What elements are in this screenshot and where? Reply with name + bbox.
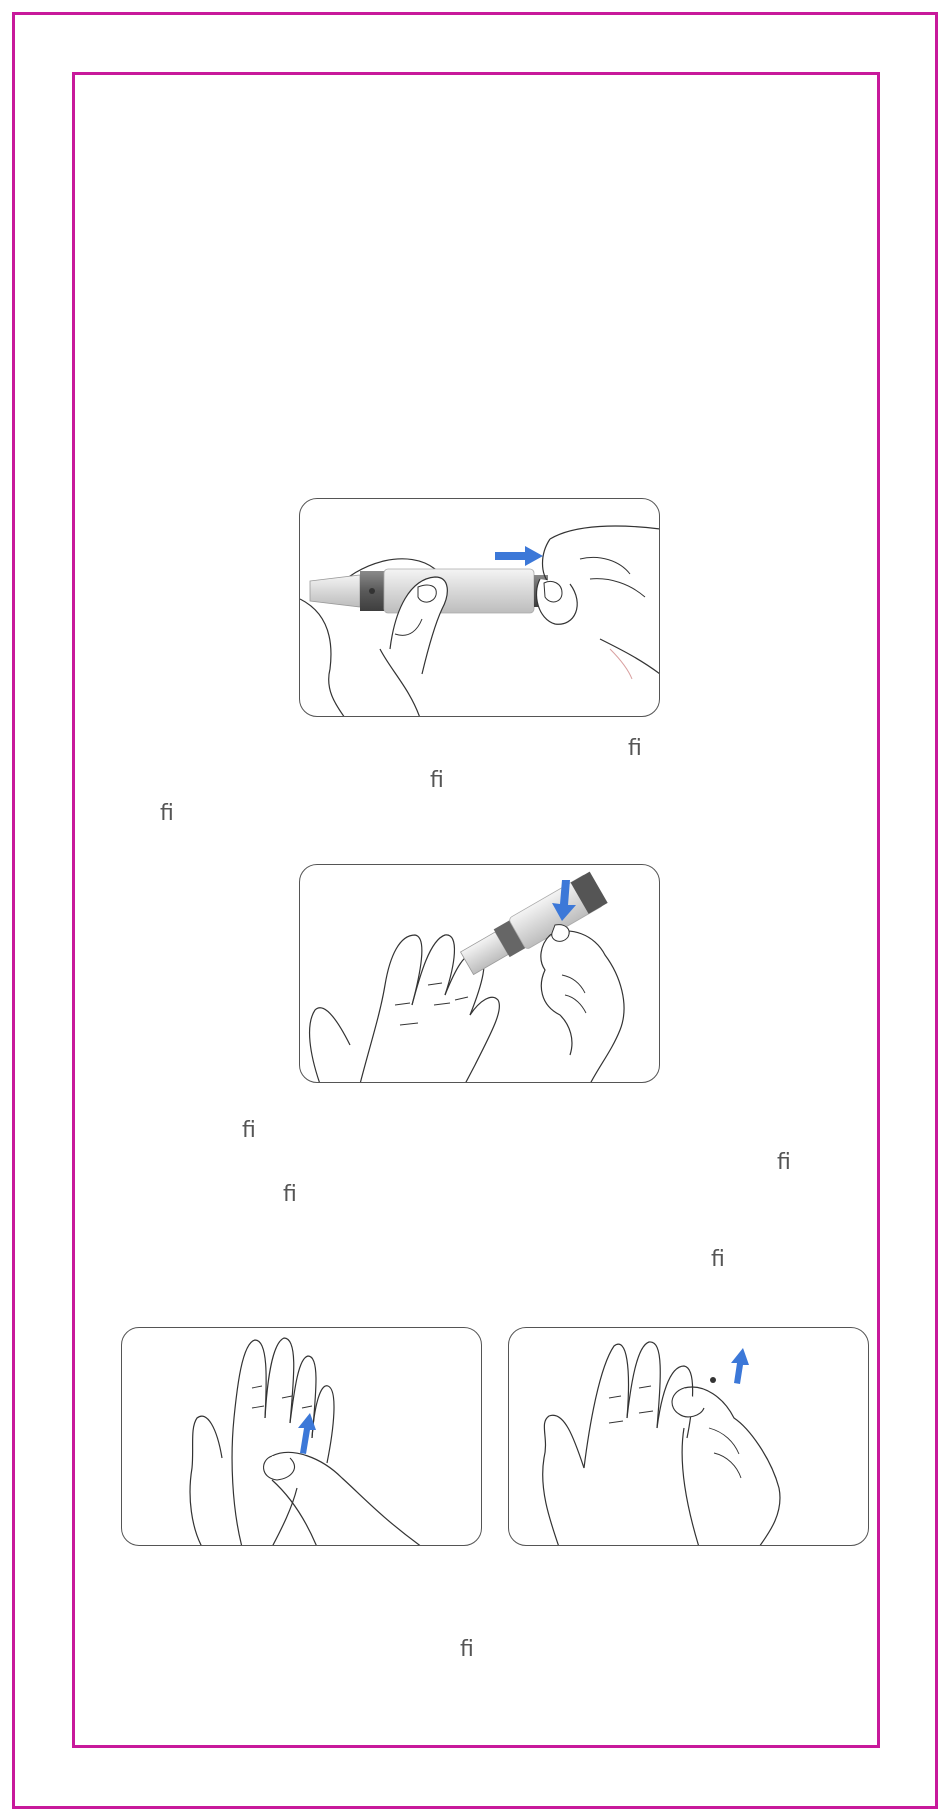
blood-drop-fingertip-arrow-up-icon (509, 1328, 869, 1546)
ligature-glyph-7: ﬁ (711, 1247, 725, 1272)
hand-pressing-device-on-fingertip-icon (300, 865, 660, 1083)
ligature-glyph-1: ﬁ (628, 736, 642, 761)
ligature-glyph-5: ﬁ (777, 1150, 791, 1175)
ligature-glyph-2: ﬁ (430, 768, 444, 793)
illustration-lancing-device-pull-back (299, 498, 660, 717)
ligature-glyph-3: ﬁ (160, 801, 174, 826)
hand-squeezing-palm-arrow-up-icon (122, 1328, 482, 1546)
illustration-hand-massage-finger (121, 1327, 482, 1546)
ligature-glyph-8: ﬁ (460, 1637, 474, 1662)
ligature-glyph-6: ﬁ (283, 1182, 297, 1207)
illustration-lancing-device-press-finger (299, 864, 660, 1083)
hands-pulling-lancing-device-icon (300, 499, 660, 717)
ligature-glyph-4: ﬁ (242, 1118, 256, 1143)
illustration-hand-squeeze-fingertip (508, 1327, 869, 1546)
